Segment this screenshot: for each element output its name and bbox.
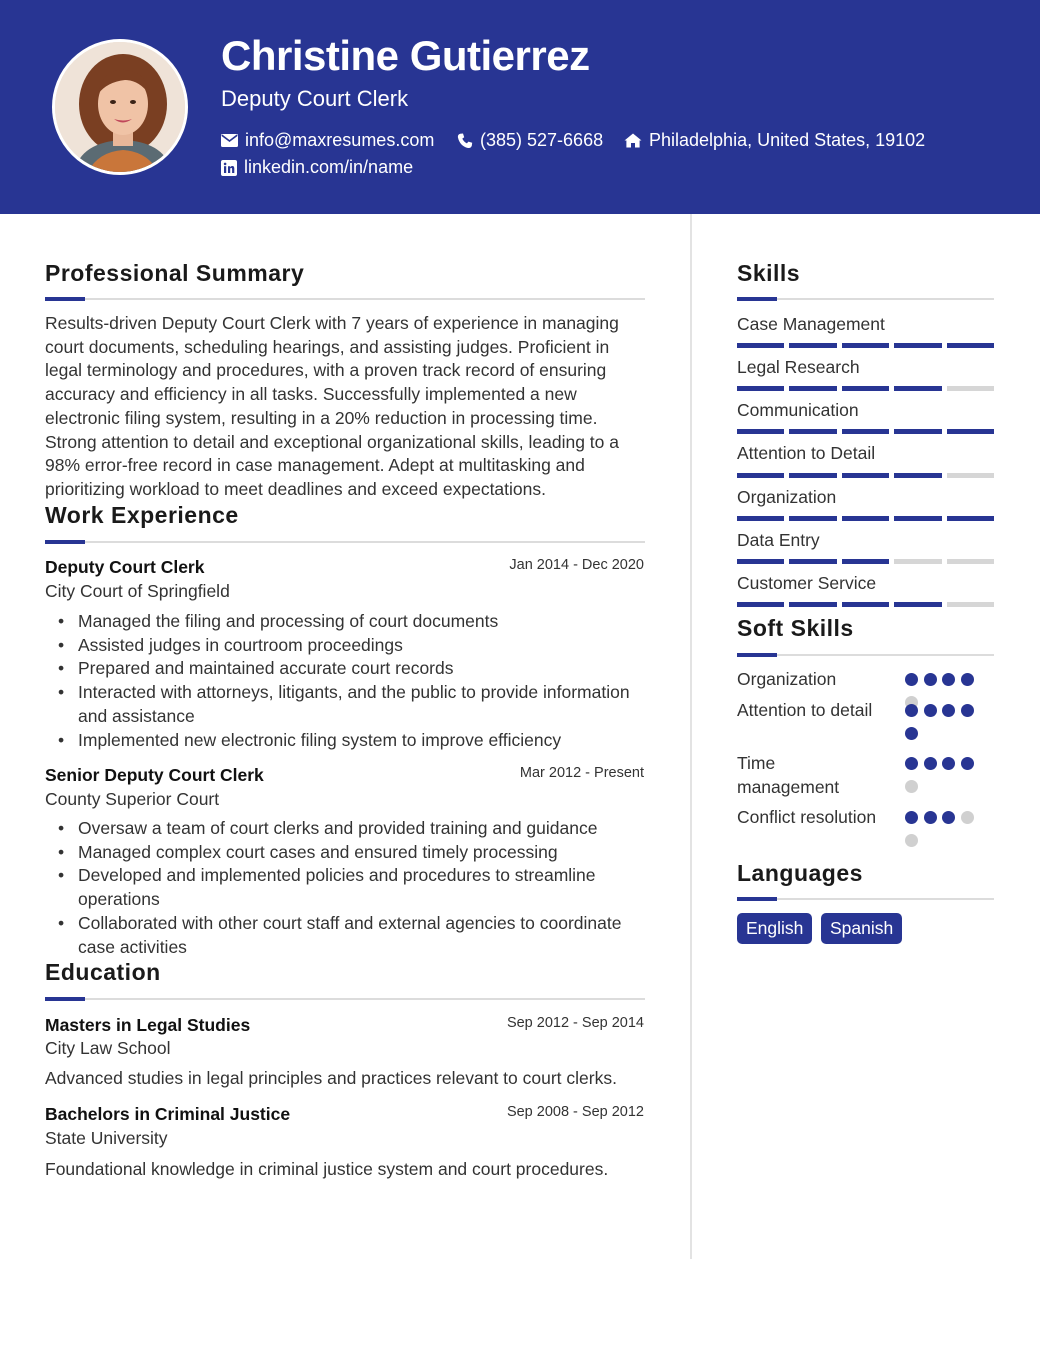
skill-level-segment	[737, 343, 784, 348]
soft-skill-dot	[961, 757, 974, 770]
skill-level-segment	[947, 429, 994, 434]
skill-level-segment	[947, 473, 994, 478]
soft-skill-name: Time management	[737, 753, 840, 797]
skill-level-segment	[737, 516, 784, 521]
education-accent	[45, 997, 85, 1001]
column-divider	[690, 214, 692, 1259]
skill-level-segment	[894, 429, 941, 434]
skill-level-segment	[894, 386, 941, 391]
degree-title: Masters in Legal Studies	[45, 1015, 251, 1035]
language-tag-english: English	[737, 913, 812, 944]
skill-level-segment	[789, 559, 836, 564]
skill-name: Organization	[737, 487, 837, 507]
experience-rule	[45, 541, 645, 543]
location-text: Philadelphia, United States, 19102	[649, 130, 926, 150]
skill-level-segment	[789, 473, 836, 478]
job-duties	[55, 817, 650, 959]
skill-level-segment	[947, 343, 994, 348]
soft-skill-dot	[905, 673, 918, 686]
degree-dates: Sep 2012 - Sep 2014	[506, 1015, 644, 1031]
soft-skill-dot	[905, 834, 918, 847]
skill-level-segment	[947, 559, 994, 564]
duty-item: • Prepared and maintained accurate court records	[55, 657, 650, 681]
skills-heading: Skills	[737, 260, 801, 286]
skill-level-segment	[842, 473, 889, 478]
duty-item: • Managed complex court cases and ensured timely processing	[55, 841, 650, 865]
experience-heading: Work Experience	[45, 502, 239, 528]
phone-text: (385) 527-6668	[480, 130, 604, 150]
soft-skills-heading: Soft Skills	[737, 615, 854, 641]
skill-level-segment	[894, 602, 941, 607]
degree-description: Advanced studies in legal principles and practices relevant to court clerks.	[45, 1068, 617, 1088]
home-icon	[624, 133, 642, 148]
languages-accent	[737, 897, 777, 901]
phone-icon	[457, 133, 473, 149]
summary-heading: Professional Summary	[45, 260, 305, 286]
resume-header	[0, 0, 1040, 214]
degree-description: Foundational knowledge in criminal justice system and court procedures.	[45, 1159, 609, 1179]
skill-level-segment	[842, 516, 889, 521]
skill-level-bar	[737, 473, 994, 478]
profile-photo	[52, 39, 188, 175]
soft-skill-dot	[942, 811, 955, 824]
skill-level-segment	[737, 559, 784, 564]
soft-skills-accent	[737, 653, 777, 657]
contact-location	[624, 130, 925, 151]
soft-skill-dots	[905, 704, 980, 750]
skill-level-bar	[737, 429, 994, 434]
soft-skill-dot	[905, 757, 918, 770]
soft-skill-dot	[942, 673, 955, 686]
job-duties	[55, 610, 650, 752]
school-name: State University	[45, 1128, 168, 1148]
education-rule	[45, 998, 645, 1000]
linkedin-text: linkedin.com/in/name	[244, 157, 414, 177]
degree-title: Bachelors in Criminal Justice	[45, 1104, 291, 1124]
envelope-icon	[221, 134, 238, 147]
education-heading: Education	[45, 959, 161, 985]
soft-skill-dot	[905, 727, 918, 740]
skill-level-segment	[737, 386, 784, 391]
skill-level-segment	[737, 602, 784, 607]
job-title: Deputy Court Clerk	[45, 557, 205, 577]
job-dates: Jan 2014 - Dec 2020	[509, 557, 644, 573]
skill-level-segment	[842, 343, 889, 348]
candidate-name: Christine Gutierrez	[221, 32, 590, 79]
summary-accent	[45, 297, 85, 301]
contact-linkedin[interactable]	[221, 157, 413, 178]
soft-skill-name: Conflict resolution	[737, 807, 877, 827]
skill-name: Attention to Detail	[737, 443, 876, 463]
skill-level-segment	[894, 516, 941, 521]
skill-level-bar	[737, 559, 994, 564]
skill-level-segment	[842, 386, 889, 391]
job-title: Senior Deputy Court Clerk	[45, 765, 264, 785]
candidate-role: Deputy Court Clerk	[221, 86, 409, 111]
skill-name: Customer Service	[737, 573, 877, 593]
skill-level-segment	[842, 602, 889, 607]
soft-skill-dot	[942, 757, 955, 770]
soft-skill-dot	[905, 780, 918, 793]
skill-level-segment	[842, 429, 889, 434]
skill-level-segment	[947, 602, 994, 607]
soft-skill-dot	[961, 704, 974, 717]
skill-name: Communication	[737, 400, 859, 420]
soft-skill-dot	[961, 811, 974, 824]
skill-level-segment	[894, 473, 941, 478]
soft-skill-dots	[905, 811, 980, 857]
summary-text: Results-driven Deputy Court Clerk with 7 years of experience in managing court documents, scheduling hearings, and assisting judges. Proficient in legal terminology and procedures, with a proven track record of ensuring accuracy and efficiency in all tasks. Successfully implemented a new electronic filing system, resulting in a 20% reduction in processing time. Strong attention to detail and exceptional organizational skills, leading to a 98% error-free record in case management. Adept at multitasking and prioritizing workload to meet deadlines and exceed expectations.	[45, 313, 619, 499]
skill-name: Legal Research	[737, 357, 860, 377]
soft-skill-dot	[961, 673, 974, 686]
summary-rule	[45, 298, 645, 300]
contact-phone[interactable]	[457, 130, 603, 151]
skill-level-bar	[737, 343, 994, 348]
soft-skill-name: Organization	[737, 669, 837, 689]
duty-item: • Interacted with attorneys, litigants, and the public to provide information and assistance	[55, 681, 650, 728]
contact-email[interactable]	[221, 130, 434, 151]
soft-skill-dot	[924, 704, 937, 717]
skill-level-segment	[789, 429, 836, 434]
duty-item: • Collaborated with other court staff and external agencies to coordinate case activities	[55, 912, 650, 959]
skill-level-segment	[894, 343, 941, 348]
duty-item: • Implemented new electronic filing system to improve efficiency	[55, 729, 650, 753]
school-name: City Law School	[45, 1038, 171, 1058]
skill-level-bar	[737, 516, 994, 521]
profile-photo-illustration	[55, 42, 188, 175]
job-organization: City Court of Springfield	[45, 581, 230, 601]
skill-level-segment	[789, 602, 836, 607]
duty-item: • Managed the filing and processing of court documents	[55, 610, 650, 634]
soft-skill-dot	[942, 704, 955, 717]
skills-accent	[737, 297, 777, 301]
job-dates: Mar 2012 - Present	[519, 765, 644, 781]
skill-level-segment	[947, 516, 994, 521]
skill-level-segment	[789, 343, 836, 348]
skill-level-segment	[737, 473, 784, 478]
skill-level-segment	[947, 386, 994, 391]
soft-skill-dots	[905, 757, 980, 803]
email-text: info@maxresumes.com	[245, 130, 435, 150]
duty-item: • Assisted judges in courtroom proceedings	[55, 634, 650, 658]
soft-skill-name: Attention to detail	[737, 700, 873, 720]
language-tag-spanish: Spanish	[821, 913, 902, 944]
skill-level-segment	[894, 559, 941, 564]
soft-skill-dot	[905, 811, 918, 824]
linkedin-icon	[221, 160, 237, 176]
soft-skill-dot	[924, 757, 937, 770]
skill-level-bar	[737, 386, 994, 391]
skill-level-segment	[842, 559, 889, 564]
duty-item: • Oversaw a team of court clerks and provided training and guidance	[55, 817, 650, 841]
languages-heading: Languages	[737, 860, 863, 886]
skill-level-bar	[737, 602, 994, 607]
skill-level-segment	[789, 386, 836, 391]
skill-level-segment	[789, 516, 836, 521]
soft-skill-dot	[905, 704, 918, 717]
soft-skill-dot	[924, 673, 937, 686]
soft-skill-dot	[924, 811, 937, 824]
degree-dates: Sep 2008 - Sep 2012	[506, 1104, 644, 1120]
experience-accent	[45, 540, 85, 544]
skill-name: Case Management	[737, 314, 885, 334]
skill-name: Data Entry	[737, 530, 820, 550]
duty-item: • Developed and implemented policies and procedures to streamline operations	[55, 864, 650, 911]
skill-level-segment	[737, 429, 784, 434]
job-organization: County Superior Court	[45, 789, 220, 809]
